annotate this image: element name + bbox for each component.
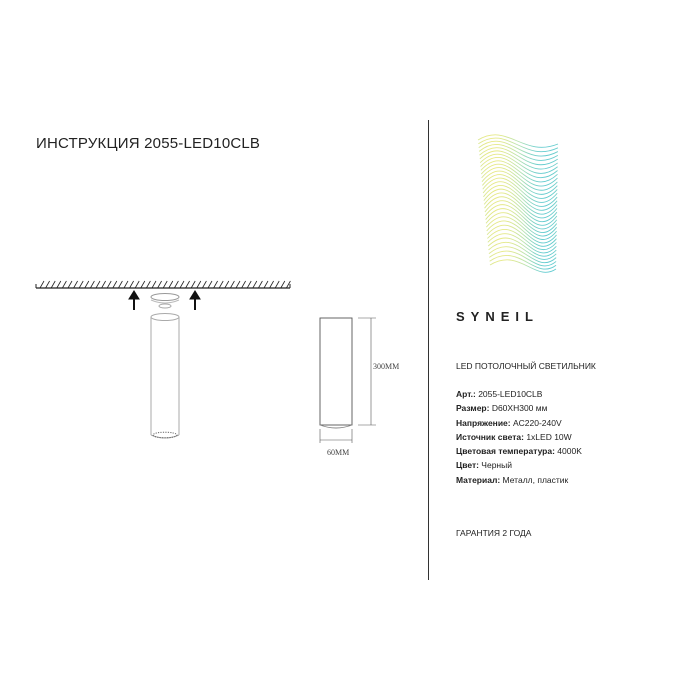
spec-row-size: Размер: D60XH300 мм (456, 403, 548, 414)
ceiling-surface (36, 281, 290, 288)
lamp-cylinder (151, 314, 179, 439)
warranty-text: ГАРАНТИЯ 2 ГОДА (456, 528, 532, 538)
spec-row-voltage: Напряжение: AC220-240V (456, 417, 562, 428)
spec-row-color: Цвет: Черный (456, 460, 512, 471)
vertical-divider (428, 120, 429, 580)
mounting-plate (151, 294, 179, 309)
width-dimension-label: 60MM (327, 448, 350, 457)
spec-row-material: Материал: Металл, пластик (456, 474, 569, 485)
spec-row-article: Арт.: 2055-LED10CLB (456, 389, 543, 399)
syneil-logo-icon (478, 135, 558, 272)
mounting-arrow-left-icon (129, 291, 139, 310)
mounting-arrow-right-icon (190, 291, 200, 310)
spec-list (456, 387, 582, 487)
spec-row-light-source: Источник света: 1xLED 10W (456, 431, 572, 442)
height-dimension-label: 300MM (373, 362, 400, 371)
page-title: ИНСТРУКЦИЯ 2055-LED10CLB (36, 135, 261, 152)
brand-name: SYNEIL (456, 309, 539, 324)
dimension-drawing (320, 318, 376, 443)
spec-row-color-temperature: Цветовая температура: 4000K (456, 446, 582, 457)
product-description: LED ПОТОЛОЧНЫЙ СВЕТИЛЬНИК (456, 361, 596, 371)
